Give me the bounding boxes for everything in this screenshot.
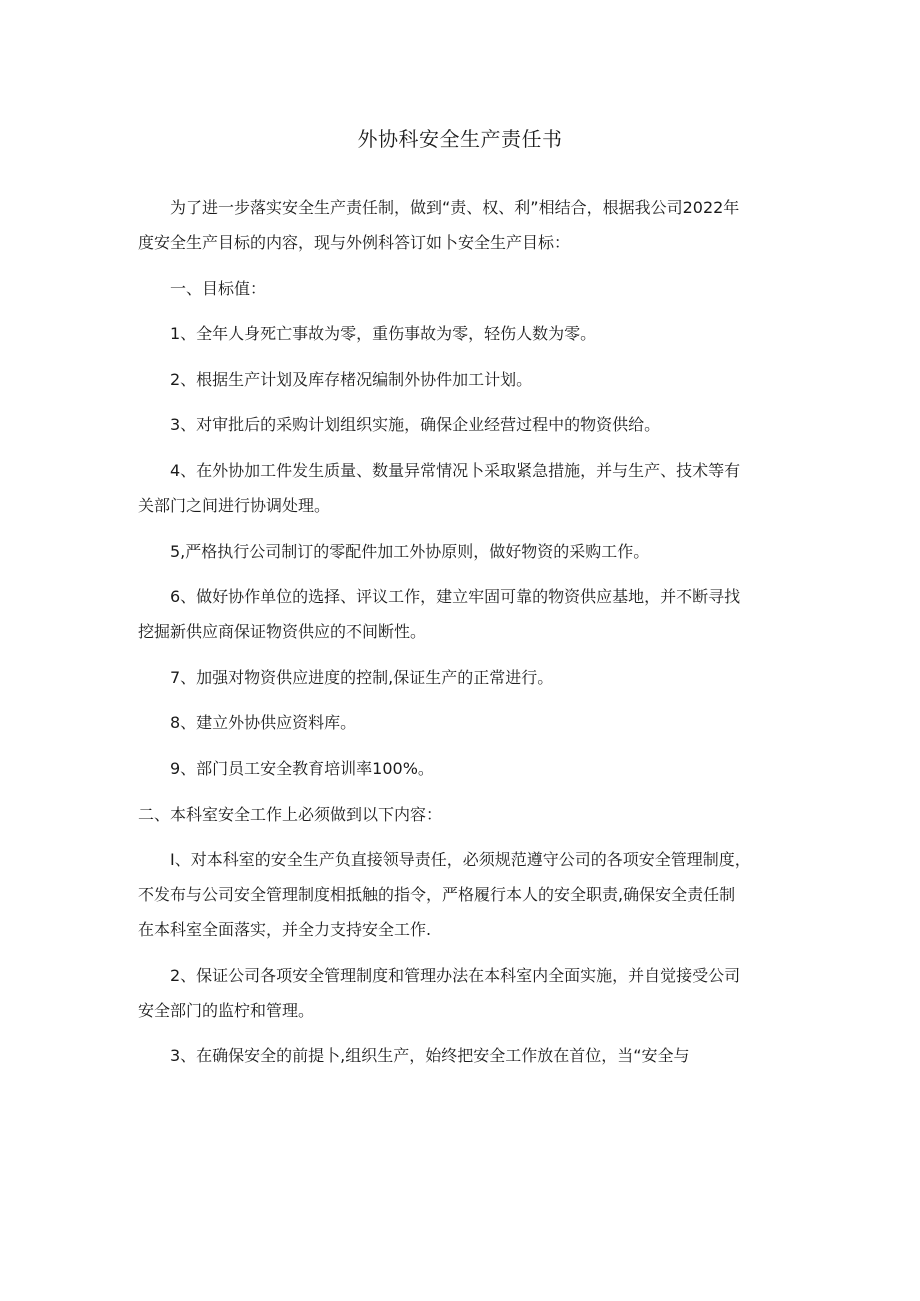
paragraph-line: 8、建立外协供应资料库。 <box>170 713 357 733</box>
paragraph-line: 挖掘新供应商保证物资供应的不间断性。 <box>138 622 427 642</box>
paragraph-line: 安全部门的监柠和管理。 <box>138 1000 315 1020</box>
paragraph-line: 6、做好协作单位的选择、评议工作，建立牢固可靠的物资供应基地，并不断寻找 <box>170 587 741 607</box>
paragraph <box>138 797 788 832</box>
paragraph <box>138 362 788 397</box>
paragraph <box>138 660 788 695</box>
paragraph-line: 一、目标值： <box>170 278 267 298</box>
paragraph <box>138 842 788 947</box>
paragraph-line: 3、在确保安全的前提卜,组织生产，始终把安全工作放在首位，当“安全与 <box>170 1046 690 1066</box>
paragraph-line: 二、本科室安全工作上必须做到以下内容： <box>138 804 443 824</box>
paragraph-line: I、对本科室的安全生产负直接领导责任，必须规范遵守公司的各项安全管理制度， <box>170 850 751 870</box>
paragraph <box>138 271 788 306</box>
paragraph <box>138 579 788 649</box>
paragraph <box>138 705 788 740</box>
paragraph-line: 在本科室全面落实，并全力支持安全工作. <box>138 920 432 940</box>
paragraph <box>138 407 788 442</box>
paragraph <box>138 1038 788 1073</box>
paragraph <box>138 190 788 260</box>
paragraph-line: 4、在外协加工件发生质量、数量异常情况卜采取紧急措施，并与生产、技术等有 <box>170 460 741 480</box>
paragraph <box>138 316 788 351</box>
paragraph-line: 5,严格执行公司制订的零配件加工外协原则，做好物资的采购工作。 <box>170 541 650 561</box>
paragraph-line: 9、部门员工安全教育培训率100%。 <box>170 758 434 778</box>
paragraph <box>138 534 788 569</box>
paragraph-line: 2、根据生产计划及库存楮况编制外协件加工计划。 <box>170 369 533 389</box>
paragraph-line: 为了进一步落实安全生产责任制，做到“责、权、利”相结合，根据我公司2022年 <box>170 198 740 217</box>
paragraph-line: 度安全生产目标的内容，现与外例科答订如卜安全生产目标： <box>138 233 571 252</box>
paragraph-line: 7、加强对物资供应进度的控制,保证生产的正常进行。 <box>170 667 554 687</box>
document-body <box>138 190 788 1084</box>
paragraph <box>138 751 788 786</box>
paragraph-line: 关部门之间进行协调处理。 <box>138 495 331 515</box>
paragraph-line: 不发布与公司安全管理制度相抵触的指令，严格履行本人的安全职责,确保安全责任制 <box>138 885 736 905</box>
paragraph-line: 1、全年人身死亡事故为零，重伤事故为零，轻伤人数为零。 <box>170 324 597 344</box>
paragraph-line: 2、保证公司各项安全管理制度和管理办法在本科室内全面实施，并自觉接受公司 <box>170 965 741 985</box>
paragraph-line: 3、对审批后的采购计划组织实施，确保企业经营过程中的物资供给。 <box>170 415 661 435</box>
paragraph <box>138 958 788 1028</box>
document-title: 外协科安全生产责任书 <box>357 127 563 151</box>
paragraph <box>138 453 788 523</box>
